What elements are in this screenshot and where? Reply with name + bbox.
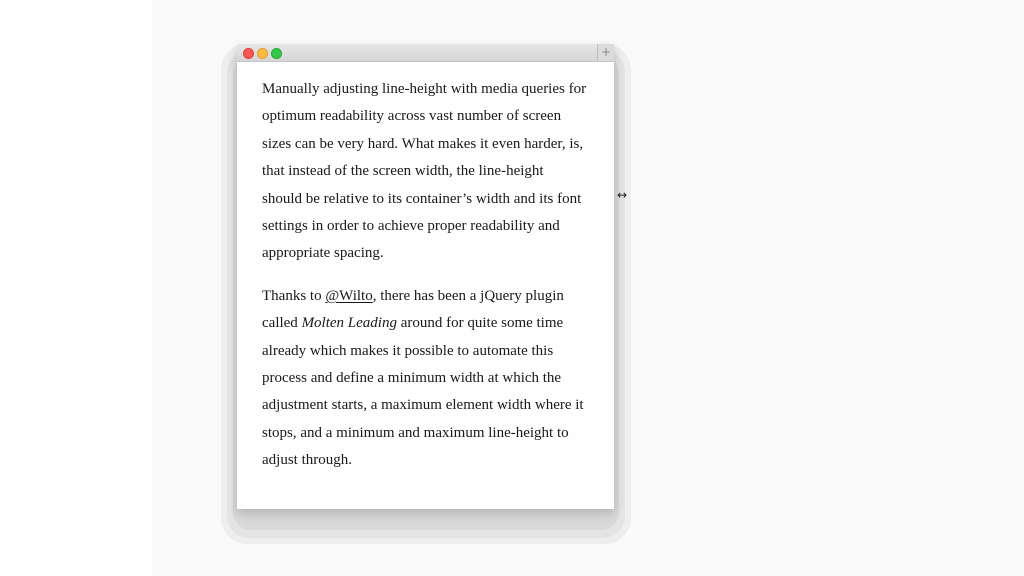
text-line: should be relative to its container’s width and its font — [262, 190, 582, 207]
text-line: settings in order to achieve proper readability and — [262, 218, 560, 235]
text-line: stops, and a minimum and maximum line-height to — [262, 424, 569, 441]
article-content — [262, 76, 598, 490]
minimize-button[interactable] — [257, 48, 268, 59]
plugin-name: Molten Leading — [301, 315, 397, 332]
resize-horizontal-icon: ↔ — [617, 188, 628, 202]
text-line: adjust through. — [262, 452, 352, 469]
paragraph-1 — [262, 76, 598, 268]
text-line: Manually adjusting line-height with media queries for — [262, 81, 587, 97]
wilto-link[interactable]: @Wilto — [325, 287, 373, 304]
text-line — [262, 283, 598, 310]
browser-window — [237, 44, 614, 509]
text-line: sizes can be very hard. What makes it even harder, is, — [262, 135, 584, 152]
text-segment: called — [262, 315, 302, 332]
text-line: appropriate spacing. — [262, 245, 384, 262]
text-segment: , there has been a jQuery plugin — [372, 287, 564, 304]
text-segment: Thanks to — [262, 287, 326, 304]
close-button[interactable] — [243, 48, 254, 59]
window-titlebar[interactable] — [237, 44, 614, 62]
paragraph-2 — [262, 283, 598, 475]
text-segment: around for quite some time — [396, 315, 564, 332]
new-tab-button[interactable]: + — [597, 44, 614, 61]
text-line: process and define a minimum width at which the — [262, 370, 562, 387]
text-line — [262, 310, 598, 337]
maximize-button[interactable] — [271, 48, 282, 59]
text-line: already which makes it possible to automate this — [262, 342, 554, 359]
text-line: that instead of the screen width, the line-height — [262, 163, 544, 180]
text-line: optimum readability across vast number of screen — [262, 108, 562, 125]
text-line: adjustment starts, a maximum element width where it — [262, 397, 584, 414]
